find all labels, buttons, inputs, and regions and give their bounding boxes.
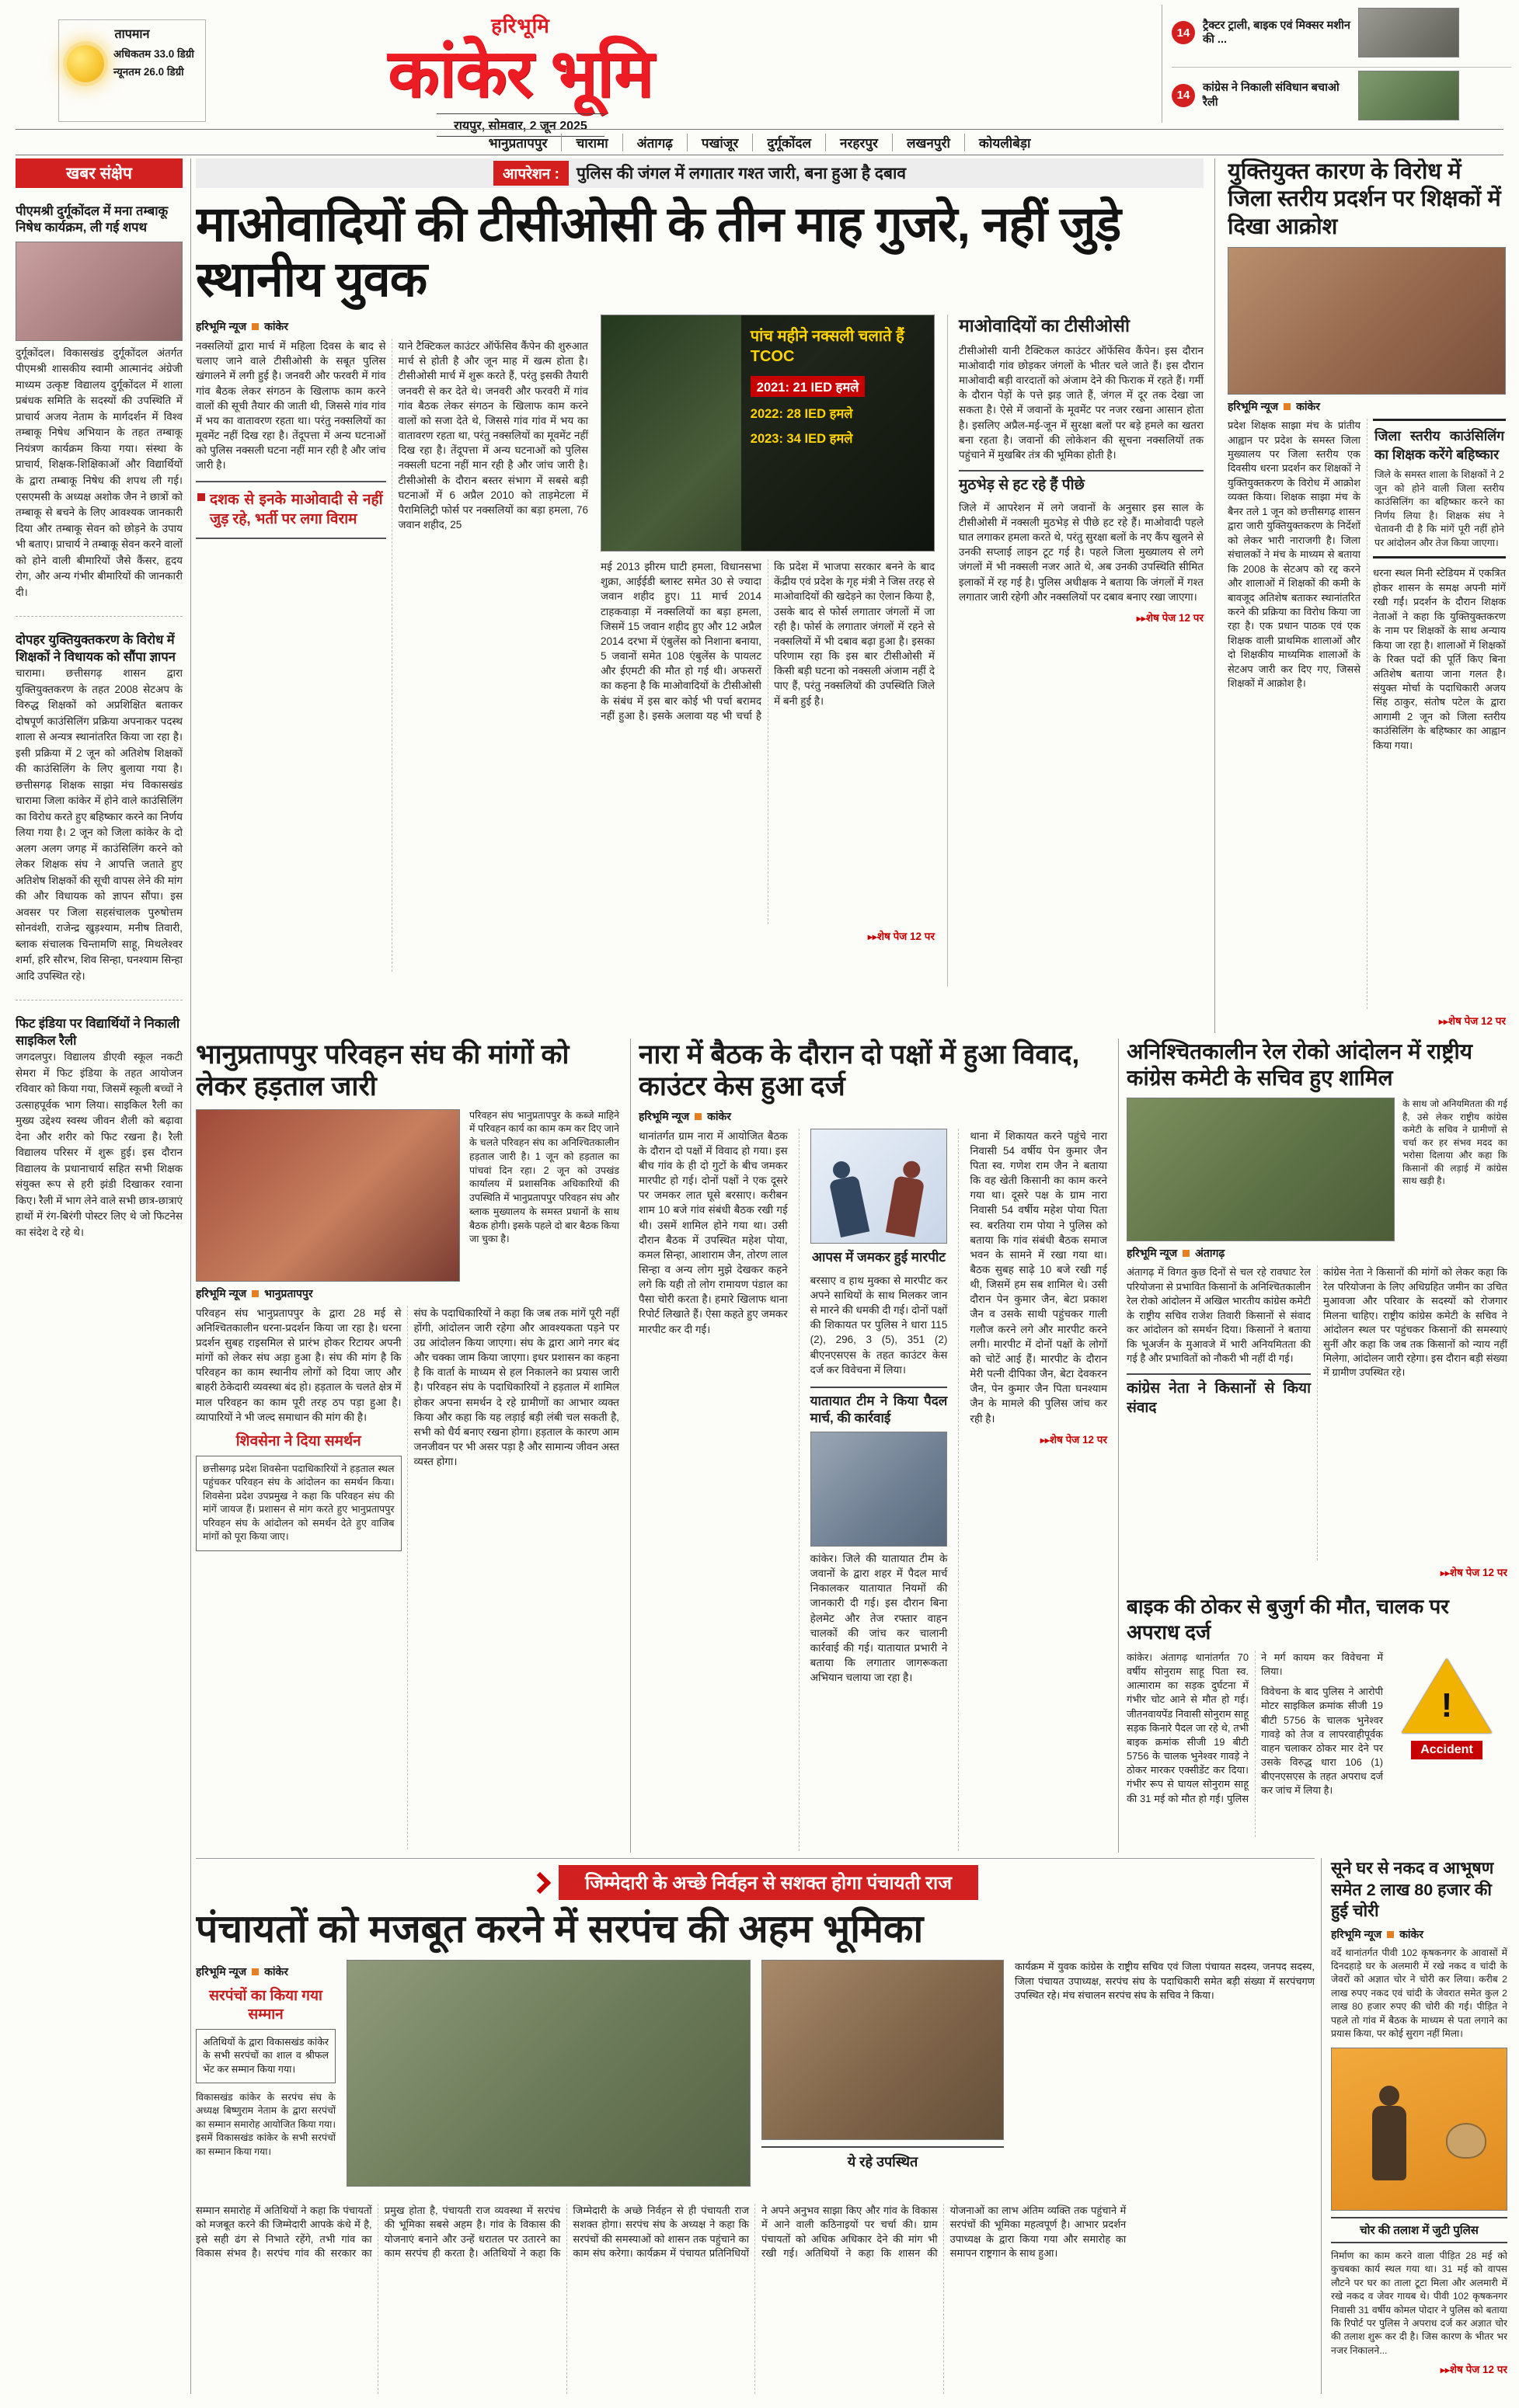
illustration-caption: आपस में जमकर हुई मारपीट (812, 1249, 946, 1265)
byline-brand: हरिभूमि न्यूज (1127, 1247, 1178, 1260)
tcoc-title: पांच महीने नक्सली चलाते हैं TCOC (750, 328, 904, 366)
warning-triangle-icon (1402, 1658, 1492, 1735)
promo-photo-rally (1358, 71, 1459, 120)
article-paragraph: जिले में आपरेशन में लगे जवानों के अनुसार इस साल के टीसीओसी में नक्सली मुठभेड़ से पीछे हट रहे हैं। माओवादी पहले घात लगाकर हमला करते थे, परंतु सुरक्षा बलों के नए कैंप खुलने से उनकी सप्लाई लाइन टूट गई है। पहले जिला मुख्यालय से लगे जंगलों में भी नक्सली नजर आते थे, अब उनकी उपस्थिति सीमित इलाकों में रह गई है। पुलिस अधीक्षक ने बताया कि जंगलों में गश्त लगातार जारी रहेगी और नक्सलियों पर दबाव बनाए रखा जाएगा। (959, 501, 1204, 603)
byline (1228, 399, 1506, 414)
article-paragraph: बरसाए व हाथ मुक्का से मारपीट कर अपने साथियों के साथ मिलकर जान से मारने की धमकी दी गई। दोनों पक्षों की शिकायत पर पुलिस ने धारा 115 (2), 296, 3 (5), 351 (2) बीएनएसएस के तहत काउंटर केस दर्ज कर विवेचना में लिया। (810, 1274, 948, 1376)
article-paragraph: विवेचना के बाद पुलिस ने आरोपी मोटर साइकिल क्रमांक सीजी 19 बीटी 5756 के चालक भुनेश्वर गावड़े को तेज व लापरवाहीपूर्वक वाहन चलाकर ठोकर मार देने पर उसके विरुद्ध धारा 106 (1) बीएनएसएस के तहत अपराध दर्ज कर जांच में लिया है। (1261, 1686, 1383, 1797)
continued-on-page-marker: ▸▸ शेष पेज 12 पर (970, 1432, 1107, 1447)
region-item: चारामा (562, 134, 622, 151)
article-headline: बाइक की ठोकर से बुजुर्ग की मौत, चालक पर अपराध दर्ज (1127, 1595, 1449, 1644)
accident-label: Accident (1411, 1741, 1482, 1759)
article-paragraph: कार्यक्रम में युवक कांग्रेस के राष्ट्रीय सचिव एवं जिला पंचायत सदस्य, जनपद सदस्य, जिला पंचायत उपाध्यक्ष, सरपंच संघ के पदाधिकारी समेत बड़ी संख्या में सरपंचगण उपस्थित रहे। मंच संचालन सरपंच संघ के सचिव ने किया। (1015, 1961, 1315, 2002)
byline-city: कांकेर (264, 1965, 289, 1978)
article-paragraph: प्रदेश शिक्षक साझा मंच के प्रांतीय आह्वान पर प्रदेश के समस्त जिला मुख्यालय पर जिला स्तरीय एक दिवसीय धरना प्रदर्शन कर शिक्षकों ने युक्तियुक्तकरण के विरोध में आक्रोश व्यक्त किया। शिक्षक साझा मंच के बैनर तले 1 जून को छत्तीसगढ़ शासन द्वारा जारी युक्तियुक्तकरण के निर्देशों को लेकर भारी नाराजगी है। जिला संचालकों ने मंच के माध्यम से बताया कि 2008 के सेटअप को रद्द करने और शालाओं में शिक्षकों की कमी के बावजूद अतिशेष बताकर स्थानांतरित करने की प्रक्रिया का विरोध किया जा रहा है। एक प्रधान पाठक एवं एक शिक्षक वाली प्राथमिक शालाओं और दो शिक्षकीय माध्यमिक शालाओं के सेटअप जारी कर दिए गए, जिससे शिक्षकों में आक्रोश है। (1228, 419, 1360, 690)
dateline: रायपुर, सोमवार, 2 जून 2025 (437, 113, 604, 137)
article-paragraph: विकासखंड कांकेर के सरपंच संघ के अध्यक्ष बिष्णुराम नेताम के द्वारा सरपंचों का सम्मान समारोह आयोजित किया गया। इसमें विकासखंड कांकेर के सभी सरपंचों का सम्मान किया गया। (196, 2092, 336, 2157)
inset-box (1373, 419, 1506, 559)
article-paragraph: परिवहन संघ भानुप्रतापपुर के कब्जे माहिने में परिवहन कार्य का काम कम कर दिए जाने के चलते परिवहन संघ का अनिश्चितकालीन हड़ताल जारी है। 1 जून को हड़ताल का पांचवां दिन रहा। 2 जून को उपखंड कार्यालय में प्रशासनिक अधिकारियों की उपस्थिति में भानुप्रतापपुर परिवहन संघ और ब्लाक मुख्यालय के समस्त प्रधानों के साथ बैठक होगी। इसके पहले दो बार बैठक किया जा चुका है। (469, 1109, 619, 1245)
kicker-tag: आपरेशन : (493, 161, 569, 186)
article-paragraph: अंतागढ़ में विगत कुछ दिनों से चल रहे रावघाट रेल परियोजना से प्रभावित किसानों के अनिश्चितकालीन रेल रोको आंदोलन में अखिल भारतीय कांग्रेस कमेटी के राष्ट्रीय सचिव राजेश तिवारी किसानों से संवाद कर आंदोलन को समर्थन दिया। किसानों ने बताया कि भूअर्जन के मुआवजे में भारी अनियमितता की गई है और प्रभावितों को नौकरी भी नहीं दी गई। (1127, 1266, 1311, 1365)
region-nav (16, 129, 1503, 155)
brief-item (16, 1016, 183, 1241)
felicitation-photo (761, 1960, 1004, 2140)
byline (639, 1109, 1107, 1124)
rail-roko-article (1127, 1039, 1507, 1585)
byline-brand: हरिभूमि न्यूज (639, 1109, 690, 1122)
sun-icon (67, 45, 104, 82)
figure-shape (886, 1175, 925, 1237)
promo-item (1172, 5, 1511, 61)
region-item: कोयलीबेड़ा (978, 135, 1031, 151)
exclamation-icon: ! (1441, 1686, 1453, 1724)
article-headline: पंचायतों को मजबूत करने में सरपंच की अहम भूमिका (196, 1907, 924, 1950)
article-paragraph: परिवहन संघ भानुप्रतापपुर के द्वारा 28 मई से अनिश्चितकालीन धरना-प्रदर्शन किया जा रहा है। धरना प्रदर्शन सुबह राइसमिल से प्रारंभ होकर रिटायर अपनी मांगों को लेकर संघ अड़ा हुआ है। संघ की मांग है कि परिवहन का काम स्थानीय लोगों को दिया जाए और बाहरी ठेकेदारी व्यवस्था बंद हो। हड़ताल के चलते क्षेत्र में माल परिवहन का काम पूरी तरह ठप पड़ा हुआ है। व्यापारियों ने भी जल्द समाधान की मांग की है। (196, 1307, 402, 1423)
teachers-protest-photo (1228, 247, 1506, 395)
lead-article (196, 158, 1215, 1033)
lead-kicker (196, 158, 1204, 188)
rail-andolan-photo (1127, 1098, 1395, 1241)
figure-shape (828, 1174, 869, 1237)
lead-headline: माओवादियों की टीसीओसी के तीन माह गुजरे, नहीं जुड़े स्थानीय युवक (196, 197, 1121, 307)
byline-separator-icon (695, 1113, 702, 1120)
masthead-title: कांकेर भूमि (388, 37, 653, 111)
thief-illustration (1331, 2048, 1507, 2211)
promo-item (1172, 67, 1511, 123)
bike-accident-article (1127, 1594, 1507, 1854)
inset-body: अतिथियों के द्वारा विकासखंड कांकेर के सभी सरपंचों का शाल व श्रीफल भेंट कर सम्मान किया गया। (196, 2029, 336, 2084)
sarpanch-group-photo (347, 1960, 751, 2187)
byline-separator-icon (1284, 403, 1291, 410)
article-paragraph: धरना स्थल मिनी स्टेडियम में एकत्रित होकर शासन के समक्ष अपनी मांगें रखी गईं। प्रदर्शन के दौरान शिक्षक नेताओं ने कहा कि युक्तियुक्तकरण के नाम पर शिक्षकों के साथ अन्याय किया जा रहा है। शालाओं में शिक्षकों के रिक्त पदों की पूर्ति किए बिना अतिशेष बताया जाना गलत है। संयुक्त मोर्चा के पदाधिकारी अजय सिंह ठाकुर, संतोष पटेल के द्वारा आगामी 2 जून को जिला स्तरीय काउंसिलिंग के बहिष्कार का आह्वान किया गया। (1373, 567, 1506, 751)
byline-brand: हरिभूमि न्यूज (1331, 1927, 1382, 1940)
loot-bag-shape (1446, 2123, 1486, 2159)
article-headline: अनिश्चितकालीन रेल रोको आंदोलन में राष्ट्रीय कांग्रेस कमेटी के सचिव हुए शामिल (1127, 1039, 1472, 1091)
inset-box (196, 1432, 402, 1551)
brief-body: चारामा। छत्तीसगढ़ शासन द्वारा युक्तियुक्तकरण के तहत 2008 सेटअप के विरुद्ध शिक्षकों को अप्रशिक्षित बताकर दोषपूर्ण काउंसिलिंग प्रक्रिया अपनाकर पदस्थ शाला से अन्यत्र स्थानांतरित किया जा रहा है। इसी प्रक्रिया में 2 जून को अतिशेष शिक्षकों की काउंसिलिंग के लिए बुलाया गया है। छत्तीसगढ़ शिक्षक साझा मंच विकासखंड चारामा जिला कांकेर में होने वाले काउंसिलिंग का विरोध करते हुए बहिष्कार करने का निर्णय लिया गया है। 2 जून को जिला कांकेर के दो अलग अलग जगह में काउंसिलिंग करने को लेकर शिक्षक संघ ने आपत्ति जताते हुए अतिशेष शिक्षकों की सूची वापस लेने की मांग की और विधायक को ज्ञापन सौंपा। इस अवसर पर जिला सहसंचालक पुरुषोत्तम सोनवंशी, राजेन्द्र खुड़श्याम, मनीष तिवारी, ब्लाक संचालक चिन्तामणि साहू, मिथलेश्वर शर्मा, हरि सौरभ, शिव सिन्हा, घनश्याम सिन्हा आदि उपस्थित रहे। (16, 667, 183, 982)
byline-brand: हरिभूमि न्यूज (196, 320, 247, 333)
inset-body: जिले के समस्त शाला के शिक्षकों ने 2 जून को होने वाली जिला स्तरीय काउंसिलिंग का बहिष्कार करने का निर्णय लिया है। शिक्षक संघ ने चेतावनी दी है कि मांगें पूरी नहीं होने पर आंदोलन और तेज किया जाएगा। (1374, 469, 1504, 548)
article-paragraph: कांग्रेस नेता ने किसानों की मांगों को लेकर कहा कि रेल परियोजना के लिए अधिग्रहित जमीन का उचित मुआवजा और परिवार के सदस्यों को रोजगार मिलना चाहिए। राष्ट्रीय कांग्रेस कमेटी के सचिव ने आंदोलन स्थल पर पहुंचकर किसानों की समस्याएं सुनीं और कहा कि जब तक किसानों को न्याय नहीं मिलेगा, आंदोलन जारी रहेगा। इस दौरान बड़ी संख्या में ग्रामीण उपस्थित रहे। (1323, 1266, 1507, 1379)
traffic-march-photo (810, 1432, 948, 1547)
article-paragraph: मई 2013 झीरम घाटी हमला, विधानसभा शुक्रा, आईईडी ब्लास्ट समेत 30 से ज्यादा जवान शहीद हुए। 11 मार्च 2014 टाहकवाड़ा में नक्सलियों का बड़ा हमला, जिसमें 15 जवान शहीद हुए और 12 अप्रैल 2014 दरभा में एंबुलेंस को निशाना बनाया, 5 जवानों समेत 108 एंबुलेंस के पायलट और ईएमटी की मौत हो गई थी। अफसरों का कहना है कि माओवादियों के टीसीओसी के संबंध में इस बार कोई भी पर्चा बरामद नहीं हुआ है। इसके अलावा यह भी चर्चा है कि प्रदेश में भाजपा सरकार बनने के बाद केंद्रीय एवं प्रदेश के गृह मंत्री ने जिस तरह से माओवादियों की खदेड़ने का ऐलान किया है, उसके बाद से फोर्स लगातार जंगलों में जा रही है। फोर्स के लगातार जंगलों में रहने से नक्सलियों में भी दबाव बढ़ा हुआ है। इसका परिणाम रहा कि इस बार टीसीओसी में किसी बड़ी घटना को नक्सली अंजाम नहीं दे पाए हैं, परंतु नक्सलियों की उपस्थिति जिले में बनी हुई है। (601, 561, 935, 722)
byline-city: कांकेर (264, 320, 289, 333)
byline-separator-icon (1387, 1931, 1394, 1938)
masthead (256, 11, 785, 137)
byline-separator-icon (252, 1968, 259, 1975)
theft-article (1321, 1858, 1507, 2394)
ribbon-banner: जिम्मेदारी के अच्छे निर्वहन से सशक्त होगा पंचायती राज (559, 1865, 978, 1900)
article-headline: भानुप्रतापपुर परिवहन संघ की मांगों को लेकर हड़ताल जारी (196, 1039, 570, 1102)
article-paragraph: वर्दे थानांतर्गत पीवी 102 कृषकनगर के आवासों में दिनदहाड़े घर के अलमारी में रखे नकद व चांदी के जेवरों को अज्ञात चोर ने चोरी कर लिया। करीब 2 लाख रुपए नकद एवं चांदी के जेवरात समेत कुल 2 लाख 80 हजार रुपए की चोरी की गई। पीड़ित ने पहले तो गांव में बैठक के माध्यम से पता लगाने का प्रयास किया, पर कोई सुराग नहीं मिला। (1331, 1947, 1507, 2040)
brief-title: दोपहर युक्तियुक्तकरण के विरोध में शिक्षकों ने विधायक को सौंपा ज्ञापन (16, 633, 176, 664)
region-item: भानुप्रतापपुर (475, 134, 563, 151)
byline (196, 319, 588, 334)
thief-figure-shape (1372, 2106, 1406, 2180)
byline-brand: हरिभूमि न्यूज (196, 1965, 247, 1978)
brand-logo: हरिभूमि (491, 14, 550, 37)
byline (196, 1286, 619, 1301)
page-number-badge: 14 (1172, 84, 1195, 107)
fight-illustration (810, 1129, 948, 1244)
continued-on-page-marker: ▸▸ शेष पेज 12 पर (601, 929, 935, 943)
article-paragraph: नक्सलियों द्वारा मार्च में महिला दिवस के बाद से चलाए जाने वाले टीसीओसी के सबूत पुलिस खंगालने में लगी हुई है। जनवरी और फरवरी में गांव गांव बैठक लेकर संगठन के खिलाफ काम करने वालों की सूची तैयार की जाती थी, जिससे गांव गांव में भय का वातावरण रहता था। परंतु नक्सलियों का मूवमेंट नहीं दिख रहा है। तेंदूपत्ता में अन्य घटनाओं को पुलिस नक्सली घटना नहीं मान रही है और जांच जारी है। (196, 340, 386, 472)
brief-photo-tobacco-program (16, 242, 183, 341)
brief-body: दुर्गूकोंदल। विकासखंड दुर्गूकोंदल अंतर्गत पीएमश्री शासकीय स्वामी आत्मानंद अंग्रेजी माध्यम उत्कृष्ट विद्यालय दुर्गूकोंदल में शाला प्रबंधक समिति के सदस्यों की उपस्थिति में प्राचार्य अजय नेताम के मार्गदर्शन में विश्व तम्बाकू निषेध अभियान के तहत तम्बाकू नियंत्रण कार्यक्रम किया गया। संस्था के प्राचार्य, शिक्षक-शिक्षिकाओं और विद्यार्थियों के द्वारा तम्बाकू निषेध की शपथ ली गई। एसएमसी के अध्यक्ष अशोक जैन ने छात्रों को तम्बाकू से बचने के लिए आवश्यक जानकारी दिया और तम्बाकू सेवन को छोड़ने के उपाय भी बताए। प्राचार्य ने तम्बाकू सेवन करने वालों को होने वाली बीमारियों जैसे कैंसर, हृदय रोग, और अन्य गंभीर बीमारियों की जानकारी दी। (16, 346, 183, 598)
region-item: पखांजूर (688, 134, 754, 151)
promo-photo-tractor (1358, 8, 1459, 57)
briefs-header: खबर संक्षेप (16, 158, 183, 188)
article-paragraph: कांकेर। जिले की यातायात टीम के जवानों के द्वारा शहर में पैदल मार्च निकालकर यातायात नियमों की जानकारी दी गई। इस दौरान बिना हेलमेट और तेज रफ्तार वाहन चालकों की जांच कर चालानी कार्रवाई की गई। यातायात प्रभारी ने बताया कि लगातार जागरूकता अभियान चलाया जा रहा है। (810, 1553, 948, 1684)
traffic-subarticle-headline: यातायात टीम ने किया पैदल मार्च, की कार्रवाई (810, 1387, 948, 1427)
byline-separator-icon (252, 1290, 259, 1297)
byline (196, 1964, 336, 1979)
promo-caption: कांग्रेस ने निकाली संविधान बचाओ रैली (1203, 82, 1340, 109)
byline-brand: हरिभूमि न्यूज (1228, 400, 1279, 413)
byline-city: अंतागढ़ (1195, 1247, 1225, 1260)
article-headline: नारा में बैठक के दौरान दो पक्षों में हुआ विवाद, काउंटर केस हुआ दर्ज (639, 1039, 1080, 1102)
article-paragraph: थाना में शिकायत करने पहुंचे नारा निवासी 54 वर्षीय पेन कुमार जैन पिता स्व. गणेश राम जैन ने बताया कि वह खेती किसानी का काम करने गया था। दूसरे पक्ष के ग्राम नारा निवासी 54 वर्षीय महेश पोया पिता स्व. बरतिया राम पोया ने पुलिस को बताया कि गांव संबंधी बैठक समाज भवन के सामने में रखा गया था। बैठक सुबह साढ़े 10 बजे रखी गई थी, जिसमें हम सब शामिल थे। उसी दौरान पेन कुमार जैन, बेटा प्रकाश जैन व उसके साथी पहुंचकर गाली गलौज करने लगे और मारपीट करने लगी। मारपीट में दोनों पक्षों के लोगों को चोटें आई हैं। मारपीट के दौरान मेरी पत्नी दीपिका जैन, बेटा देवकरन जैन, पेन कुमार जैन पिता घनश्याम जैन के मामले की पुलिस जांच कर रही है। (970, 1129, 1107, 1425)
teachers-protest-article (1228, 158, 1506, 1033)
article-subhead: कांग्रेस नेता ने किसानों से किया संवाद (1127, 1373, 1311, 1418)
brief-item (16, 204, 183, 600)
accident-graphic (1392, 1651, 1501, 1837)
chevron-icon (529, 1871, 551, 1893)
article-headline: युक्तियुक्त कारण के विरोध में जिला स्तरीय प्रदर्शन पर शिक्षकों में दिखा आक्रोश (1228, 159, 1501, 239)
weather-max: अधिकतम 33.0 डिग्री (113, 48, 194, 61)
article-subhead: ये रहे उपस्थित (761, 2146, 1004, 2171)
byline-city: कांकेर (1399, 1927, 1424, 1940)
kicker-text: पुलिस की जंगल में लगातार गश्त जारी, बना हुआ है दबाव (576, 165, 907, 183)
inset-title: सरपंचों का किया गया सम्मान (209, 1988, 322, 2023)
byline-city: कांकेर (707, 1109, 732, 1122)
byline-city: कांकेर (1296, 400, 1321, 413)
region-item: लखनपुरी (893, 134, 965, 151)
pull-quote: दशक से इनके माओवादी से नहीं जुड़ रहे, भर्ती पर लगा विराम (196, 481, 386, 539)
page-promos (1162, 5, 1511, 123)
article-paragraph: सम्मान समारोह में अतिथियों ने कहा कि पंचायतों को मजबूत करने की जिम्मेदारी आपके कंधे में है, इसे सही ढंग से निभाते रहेंगे, तभी गांव का विकास संभव है। सरपंच गांव की सरकार का प्रमुख होता है, पंचायती राज व्यवस्था में सरपंच की भूमिका सबसे अहम है। गांव के विकास की योजनाएं बनाने और उन्हें धरातल पर उतारने का काम सरपंच ही करता है। अतिथियों ने कहा कि जिम्मेदारी के अच्छे निर्वहन से ही पंचायती राज सशक्त होगा। सरपंच संघ के अध्यक्ष ने कहा कि सरपंचों की समस्याओं को शासन तक पहुंचाने का काम संघ करेगा। कार्यक्रम में पंचायत प्रतिनिधियों ने अपने अनुभव साझा किए और गांव के विकास में आने वाली कठिनाइयों पर चर्चा की। ग्राम पंचायतों को अधिक अधिकार देने की मांग भी रखी गई। अतिथियों ने कहा कि शासन की योजनाओं का लाभ अंतिम व्यक्ति तक पहुंचाने में सरपंचों की भूमिका महत्वपूर्ण है। आभार प्रदर्शन उपाध्यक्ष के द्वारा किया गया और समारोह का समापन राष्ट्रगान के साथ हुआ। (196, 2204, 1127, 2260)
promo-caption: ट्रैक्टर ट्राली, बाइक एवं मिक्सर मशीन की ... (1203, 19, 1350, 46)
article-paragraph: संघ के पदाधिकारियों ने कहा कि जब तक मांगें पूरी नहीं होंगी, आंदोलन जारी रहेगा और आवश्यकता पड़ने पर उग्र आंदोलन किया जाएगा। संघ के द्वारा आगे नगर बंद और चक्का जाम किया जाएगा। इधर प्रशासन का कहना है कि वार्ता के माध्यम से हल निकालने का प्रयास जारी है। परिवहन संघ के पदाधिकारियों ने हड़ताल में शामिल होकर अपना समर्थन दे रहे ग्रामीणों का आभार व्यक्त किया और कहा कि यह लड़ाई बड़ी लंबी चल सकती है, सभी को धैर्य बनाए रखना होगा। हड़ताल के कारण आम जनजीवन पर भी असर पड़ा है और सामान्य जीवन अस्त व्यस्त होगा। (413, 1307, 619, 1468)
article-paragraph: टीसीओसी यानी टैक्टिकल काउंटर ऑफेंसिव कैंपेन। इस दौरान माओवादी गांव छोड़कर जंगलों के भीतर चले जाते हैं। इस दौरान माओवादी बड़ी वारदातों को अंजाम देने की फिराक में रहते हैं। गर्मी के दौरान पेड़ों के पत्ते झड़ जाते हैं, जंगल में दूर तक देखा जा सकता है। ऐसे में जवानों के मूवमेंट पर नजर रखना आसान होता है। इसलिए अप्रैल-मई-जून में सुरक्षा बलों पर बड़े हमले का खतरा बना रहता है। जवानों की लोकेशन की सूचना नक्सलियों तक पहुंचाने में मुखबिर तंत्र की भूमिका होती है। (959, 344, 1204, 461)
continued-on-page-marker: ▸▸ शेष पेज 12 पर (1228, 1014, 1506, 1028)
nara-dispute-article (639, 1039, 1119, 1853)
news-briefs-column (16, 158, 191, 2394)
illustration-caption: चोर की तलाश में जुटी पुलिस (1331, 2217, 1507, 2243)
inset-body: छत्तीसगढ़ प्रदेश शिवसेना पदाधिकारियों ने हड़ताल स्थल पहुंचकर परिवहन संघ के आंदोलन का समर्थन किया। शिवसेना प्रदेश उपप्रमुख ने कहा कि परिवहन संघ की मांगें जायज हैं। प्रशासन से मांग करते हुए भानुप्रतापपुर परिवहन संघ के आंदोलन को समर्थन देते हुए वाजिब मांगों को पूरा किया जाए। (196, 1456, 402, 1551)
region-item: नरहरपुर (826, 134, 893, 151)
sidebar-title: माओवादियों का टीसीओसी (959, 315, 1130, 336)
region-item: अंतागढ़ (623, 134, 688, 151)
article-paragraph: थानांतर्गत ग्राम नारा में आयोजित बैठक के दौरान दो पक्षों में विवाद हो गया। इस बीच गांव के ही दो गुटों के बीच जमकर मारपीट हो गई। दोनों पक्षों ने एक दूसरे पर जमकर लात घूसे बरसाए। करीबन शाम 10 बजे गांव संबंधी बैठक रखी गई थी। उसमें शामिल होने गया था। उसी दौरान बैठक में उपस्थित महेश पोया, कमल सिन्हा, आशाराम जैन, तोरण लाल सिन्हा व अन्य लोग मुझे देखकर कहने लगे कि यही तो लोग रामायण पंडाल का पैसा चोरी करता है। हमारे खिलाफ थाना रिपोर्ट लिखाते हैं। ऐसा कहते हुए जमकर मारपीट कर दी गई। (639, 1129, 788, 1335)
tcoc-infobox (741, 315, 934, 551)
article-headline: सूने घर से नकद व आभूषण समेत 2 लाख 80 हजार की हुई चोरी (1331, 1859, 1494, 1921)
panchayat-article (196, 1858, 1315, 2394)
weather-box (58, 19, 206, 122)
brief-title: पीएमश्री दुर्गूकोंदल में मना तम्बाकू निषेध कार्यक्रम, ली गई शपथ (16, 204, 169, 235)
article-paragraph: याने टैक्टिकल काउंटर ऑफेंसिव कैंपेन की शुरुआत मार्च से होती है और जून माह में खत्म होता है। टीसीओसी मार्च में शुरू करते हैं, परंतु इसकी तैयारी जनवरी से कर देते थे। जनवरी और फरवरी में गांव गांव बैठक लेकर संगठन के खिलाफ काम करने वालों को सजा देते थे, जिससे गांव गांव में भय का वातावरण रहता था, परंतु नक्सलियों का मूवमेंट नहीं दिख रहा है। तेंदूपत्ता में अन्य घटनाओं को पुलिस नक्सली घटना नहीं मान रही है और जांच जारी है। टीसीओसी के दौरान बस्तर संभाग में सबसे बड़ी घटनाओं में 6 अप्रैल 2010 को ताड़मेटला में पैरामिलिट्री फोर्स पर नक्सलियों का बड़ा हमला, 76 जवान शहीद, 25 (398, 340, 588, 531)
continued-on-page-marker: ▸▸ शेष पेज 12 पर (959, 611, 1204, 625)
brief-body: जगदलपुर। विद्यालय डीएवी स्कूल नकटी सेमरा में फिट इंडिया के तहत आयोजन रविवार को किया गया, जिसमें स्कूली बच्चों ने उत्साहपूर्वक भाग लिया। साइकिल रैली का मुख्य उद्देश्य स्वस्थ जीवन शैली को बढ़ावा देना और शरीर को फिट रखना है। रैली विद्यालय परिसर में शुरू हुई। इस दौरान विद्यालय के प्रधानाचार्य सहित सभी शिक्षक संयुक्त रूप से हरी झंडी दिखाकर रवाना किए। रैली में भाग लेने वाले सभी छात्र-छात्राएं हाथों में रंग-बिरंगी पोस्टर लिए थे जो फिटनेस का संदेश दे रहे थे। (16, 1051, 183, 1238)
continued-on-page-marker: ▸▸ शेष पेज 12 पर (1127, 1565, 1507, 1579)
weather-min: न्यूनतम 26.0 डिग्री (113, 66, 184, 78)
transport-strike-article (196, 1039, 631, 1853)
byline-brand: हरिभूमि न्यूज (196, 1286, 247, 1300)
byline-separator-icon (1183, 1250, 1190, 1257)
tcoc-item: 2022: 28 IED हमले (750, 407, 853, 422)
lead-photo-jungle-patrol (601, 315, 935, 552)
inset-title: जिला स्तरीय काउंसिलिंग का शिक्षक करेंगे बहिष्कार (1374, 428, 1504, 462)
byline-separator-icon (252, 323, 259, 330)
strike-dharna-photo (196, 1109, 460, 1282)
article-paragraph: कांकेर। अंतागढ़ थानांतर्गत 70 वर्षीय सोनुराम साहू पिता स्व. आत्माराम का सड़क दुर्घटना में गंभीर चोट आने से मौत हो गई। जीतनवायपेंड निवासी सोनुराम साहू सड़क किनारे पैदल जा रहे थे, तभी बाइक क्रमांक सीजी 19 बीटी 5756 के चालक भुनेश्वर गावड़े ने ठोकर मारकर एक्सीडेंट कर दिया। गंभीर रूप से घायल सोनुराम साहू की 31 मई को मौत हो गई। पुलिस ने मर्ग कायम कर विवेचना में लिया। (1127, 1651, 1383, 1804)
byline-city: भानुप्रतापपुर (264, 1286, 313, 1300)
article-paragraph: निर्माण का काम करने वाला पीड़ित 28 मई को कुचबका कार्य स्थल गया था। 31 मई को वापस लौटने पर घर का ताला टूटा मिला और अलमारी में रखे नकद व जेवर गायब थे। पीवी 102 कृषकनगर निवासी 31 वर्षीय कोमल पोदार ने पुलिस को बताया कि रिपोर्ट पर पुलिस ने अपराध दर्ज कर अज्ञात चोर की तलाश शुरू कर दी है। जिस कारण के भीतर भर नजर निकालने... (1331, 2250, 1507, 2356)
brief-item (16, 632, 183, 984)
inset-title: शिवसेना ने दिया समर्थन (235, 1432, 361, 1449)
inset-box (196, 1987, 336, 2083)
tcoc-item: 2021: 21 IED हमले (751, 376, 866, 397)
article-body-columns (196, 2204, 1315, 2394)
byline (1331, 1927, 1507, 1942)
sidebar-subhead: मुठभेड़ से हट रहे हैं पीछे (959, 470, 1204, 496)
brief-title: फिट इंडिया पर विद्यार्थियों ने निकाली साइकिल रैली (16, 1017, 180, 1048)
tcoc-item: 2023: 34 IED हमले (750, 432, 853, 447)
page-number-badge: 14 (1172, 21, 1195, 44)
region-item: दुर्गूकोंदल (753, 134, 826, 151)
byline (1127, 1246, 1507, 1261)
article-paragraph: के साथ जो अनियमितता की गई है, उसे लेकर राष्ट्रीय कांग्रेस कमेटी के सचिव ने ग्रामीणों से चर्चा कर हर संभव मदद का भरोसा दिलाया और कहा कि किसानों की लड़ाई में कांग्रेस साथ खड़ी है। (1402, 1098, 1507, 1187)
weather-title: तापमान (114, 28, 150, 41)
continued-on-page-marker: ▸▸ शेष पेज 12 पर (1331, 2362, 1507, 2376)
